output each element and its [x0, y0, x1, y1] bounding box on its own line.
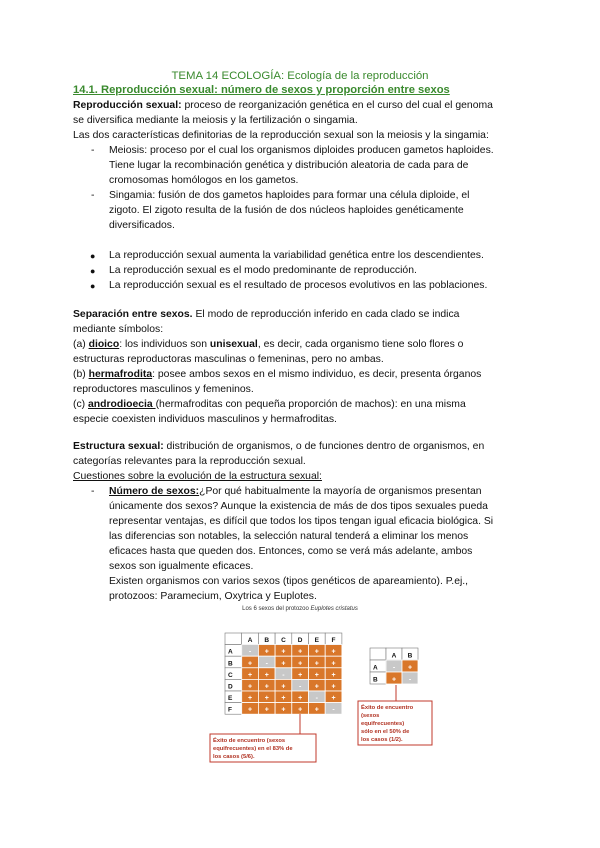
ns-term: Número de sexos: — [109, 486, 200, 497]
big-table-cell-symbol: + — [298, 706, 303, 714]
meiosis-line2: Tiene lugar la recombinación genética y distribución aleatoria de cada para de — [109, 160, 469, 171]
big-table-col-header: E — [314, 637, 320, 645]
sep-definition-line2: mediante símbolos: — [73, 324, 164, 335]
big-table-cell-symbol: + — [298, 660, 303, 668]
big-table-cell-symbol: + — [264, 695, 269, 703]
bullet-dot: ● — [90, 251, 96, 261]
big-table-cell-symbol: + — [281, 706, 286, 714]
big-table-cell-symbol: + — [314, 648, 319, 656]
ns-line8: protozoos: Paramecium, Oxytrica y Euplotes. — [109, 591, 317, 602]
big-table-cell-symbol: + — [298, 648, 303, 656]
meiosis-line3: cromosomas homólogos en los gametos. — [109, 175, 299, 186]
ns-line4: las diferencias son notables, la selección natural tenderá a eliminar los menos — [109, 531, 469, 542]
androdioecia-term: androdioecia — [88, 399, 156, 410]
rs-bullet-1: La reproducción sexual aumenta la variabilidad genética entre los descendientes. — [109, 250, 484, 261]
big-table-cell-symbol: - — [315, 695, 319, 703]
big-table-cell-symbol: + — [331, 648, 336, 656]
hermafrodita-line2: reproductores masculinos y femeninos. — [73, 384, 254, 395]
a-rest: , es decir, cada organismo tiene solo flores o — [257, 339, 464, 350]
meiosis-line1: Meiosis: proceso por el cual los organismos diploides producen gametos haploides. — [109, 145, 494, 156]
big-table-cell-symbol: + — [264, 671, 269, 679]
rs-bullet-3: La reproducción sexual es el resultado de procesos evolutivos en las poblaciones. — [109, 280, 488, 291]
small-note-line: equifrecuentes) — [361, 721, 405, 727]
big-table-cell-symbol: + — [314, 660, 319, 668]
big-table-cell-symbol: + — [281, 695, 286, 703]
big-table-header-cell — [225, 633, 242, 645]
ns-line7: Existen organismos con varios sexos (tipos genéticos de apareamiento). P.ej., — [109, 576, 469, 587]
ns-line1-text: ¿Por qué habitualmente la mayoría de organismos presentan — [199, 486, 482, 497]
big-table-cell-symbol: + — [281, 683, 286, 691]
small-table-row-header: A — [373, 664, 378, 672]
small-table-cell-symbol: + — [391, 676, 397, 684]
big-table-cell-symbol: - — [332, 706, 335, 714]
big-table-cell-symbol: + — [264, 683, 269, 691]
ns-line3: representar ventajas, es difícil que todos los tipos tengan igual eficacia biológica. Si — [109, 516, 494, 527]
small-table-header-cell — [370, 648, 386, 660]
dash-marker: - — [91, 190, 95, 201]
rs-intro: Las dos características definitorias de la reproducción sexual son la meiosis y la singamia: — [73, 130, 489, 141]
page-title: TEMA 14 ECOLOGÍA: Ecología de la reproducción — [171, 70, 429, 82]
big-table-cell-symbol: + — [331, 683, 336, 691]
big-table-cell-symbol: - — [248, 648, 252, 656]
big-table-cell-symbol: + — [314, 706, 319, 714]
big-table-cell-symbol: + — [298, 695, 303, 703]
b-prefix: (b) — [73, 369, 89, 380]
hermafrodita-term: hermafrodita — [88, 369, 153, 380]
small-note-line: (sexos — [361, 713, 380, 719]
singamia-line3: diversificados. — [109, 220, 175, 231]
androdioecia-line2: especie coexisten individuos masculinos y hermafroditas. — [73, 414, 337, 425]
big-table-cell-symbol: + — [264, 648, 269, 656]
ns-line2: únicamente dos sexos? Aunque la existencia de más de dos tipos sexuales pueda — [109, 501, 488, 512]
c-prefix: (c) — [73, 399, 89, 410]
cuestiones-heading: Cuestiones sobre la evolución de la estructura sexual: — [73, 471, 322, 482]
big-table-row-header: E — [228, 695, 233, 703]
big-table-row-header: A — [228, 648, 233, 656]
rs-def1: proceso de reorganización genética en el curso del cual el genoma — [181, 100, 493, 111]
big-table-col-header: B — [264, 637, 270, 645]
big-table-cell-symbol: + — [248, 671, 253, 679]
big-table-cell-symbol: + — [281, 660, 286, 668]
dioico-line2: estructuras reproductoras masculinas o femeninas, pero no ambas. — [73, 354, 384, 365]
big-table-row-header: F — [228, 706, 232, 714]
big-table-row-header: C — [228, 671, 233, 679]
big-table-cell-symbol: - — [265, 660, 268, 668]
big-table-col-header: A — [247, 637, 253, 645]
big-table-cell-symbol: + — [248, 683, 253, 691]
small-note-line: Éxito de encuentro — [361, 705, 414, 711]
small-table-col-header: A — [391, 652, 397, 660]
sep-term: Separación entre sexos. — [73, 309, 193, 320]
big-table-cell-symbol: - — [282, 671, 285, 679]
big-table-cell-symbol: + — [281, 648, 286, 656]
big-table-cell-symbol: + — [331, 660, 336, 668]
big-note-line: Éxito de encuentro (sexos — [213, 738, 286, 744]
big-table-col-header: C — [281, 637, 286, 645]
small-note-line: sólo en el 50% de — [361, 729, 410, 735]
c-rest: (hermafroditas con pequeña proporción de machos): en una misma — [155, 399, 466, 410]
b-rest: : posee ambos sexos en el mismo individuo, es decir, presenta órganos — [152, 369, 482, 380]
big-table-cell-symbol: - — [298, 683, 302, 691]
small-table-cell-symbol: - — [392, 664, 396, 672]
bullet-dot: ● — [90, 266, 96, 276]
big-table-cell-symbol: + — [264, 706, 269, 714]
dash-marker: - — [91, 486, 95, 497]
big-table-cell-symbol: + — [314, 683, 319, 691]
ns-line5: eficaces hasta que queden dos. Entonces, como se verá más adelante, ambos — [109, 546, 473, 557]
big-table-col-header: F — [331, 637, 336, 645]
a-prefix: (a) — [73, 339, 89, 350]
small-note-line: los casos (1/2). — [361, 737, 403, 743]
singamia-line2: zigoto. El zigoto resulta de la fusión de dos núcleos haploides genéticamente — [109, 205, 464, 216]
small-table-cell-symbol: + — [407, 664, 413, 672]
big-table-row-header: D — [228, 683, 233, 691]
section-subtitle: 14.1. Reproducción sexual: número de sexos y proporción entre sexos — [73, 84, 450, 96]
sep-def1: El modo de reproducción inferido en cada clado se indica — [192, 309, 460, 320]
big-note-line: los casos (5/6). — [213, 754, 255, 760]
rs-term: Reproducción sexual: — [73, 100, 182, 111]
big-table-cell-symbol: + — [248, 695, 253, 703]
big-table-col-header: D — [297, 637, 303, 645]
caption-prefix: Los 6 sexos del protozoo — [242, 606, 311, 612]
unisexual-term: unisexual — [209, 339, 258, 350]
est-term: Estructura sexual: — [73, 441, 164, 452]
caption-species: Euplotes cristatus — [310, 606, 358, 612]
singamia-line1: Singamia: fusión de dos gametos haploides para formar una célula diploide, el — [109, 190, 470, 201]
rs-bullet-2: La reproducción sexual es el modo predominante de reproducción. — [109, 265, 417, 276]
big-table-cell-symbol: + — [248, 706, 253, 714]
big-table-cell-symbol: + — [314, 671, 319, 679]
bullet-dot: ● — [90, 281, 96, 291]
big-table-cell-symbol: + — [331, 671, 336, 679]
big-table-cell-symbol: + — [331, 695, 336, 703]
big-table-cell-symbol: + — [248, 660, 253, 668]
small-table-col-header: B — [407, 652, 413, 660]
big-table-cell-symbol: + — [298, 671, 303, 679]
a-mid: : los individuos son — [119, 339, 210, 350]
dash-marker: - — [91, 145, 95, 156]
est-definition-line2: categorías relevantes para la reproducción sexual. — [73, 456, 306, 467]
est-def1: distribución de organismos, o de funciones dentro de organismos, en — [163, 441, 485, 452]
rs-definition-line2: se diversifica mediante la meiosis y la fertilización o singamia. — [73, 115, 358, 126]
dioico-term: dioico — [88, 339, 120, 350]
ns-line6: sexos son igualmente eficaces. — [109, 561, 254, 572]
small-table-row-header: B — [373, 676, 378, 684]
small-table-cell-symbol: - — [408, 676, 412, 684]
big-table-row-header: B — [228, 660, 233, 668]
big-note-line: equifrecuentes) en el 83% de — [213, 746, 293, 752]
